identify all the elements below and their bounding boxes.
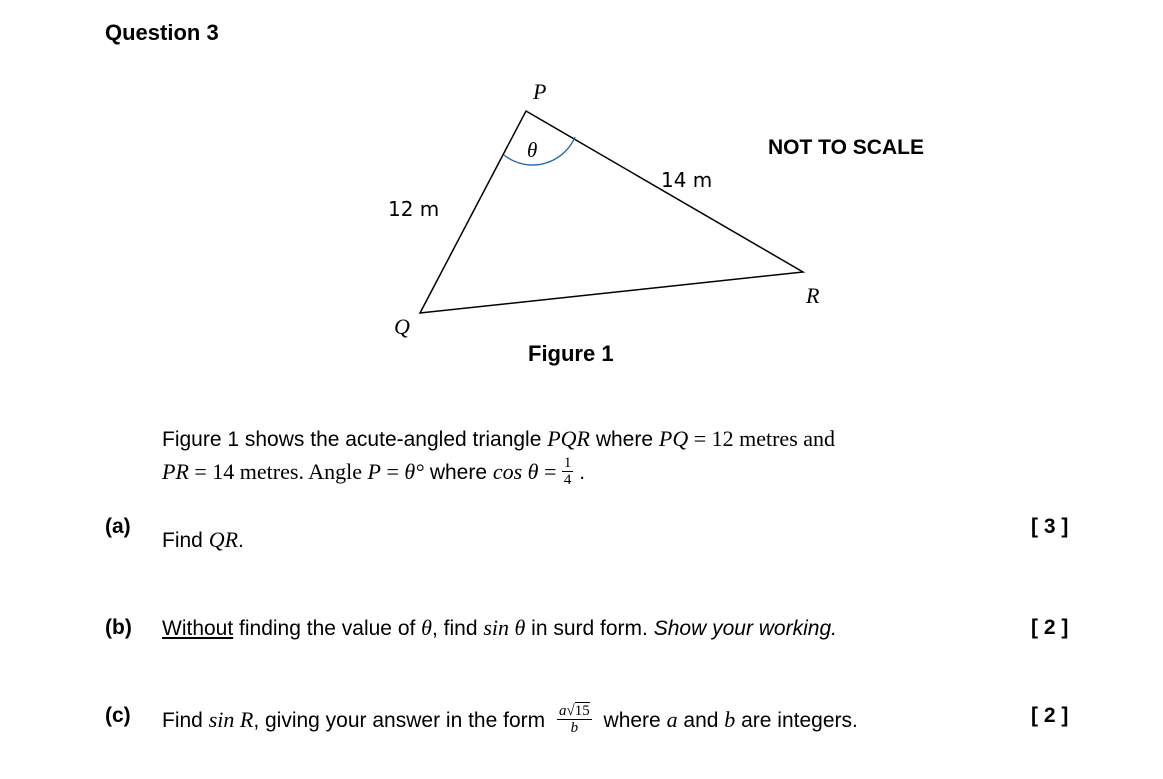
- part-c-text-4: and: [677, 709, 725, 733]
- part-b-marks: [ 2 ]: [1031, 616, 1069, 639]
- vertex-r-label: R: [806, 283, 820, 308]
- intro-line-2: [162, 457, 585, 490]
- angle-theta-label: θ: [527, 138, 538, 162]
- var-a: a: [558, 703, 567, 719]
- intro-line-1: [162, 426, 835, 452]
- fraction-numerator: a√15: [558, 703, 590, 719]
- fraction-denominator: 4: [563, 472, 572, 488]
- sqrt-15: 15: [574, 703, 590, 719]
- math-a: a: [666, 707, 678, 733]
- part-a-text: [162, 527, 244, 553]
- side-pq-label: 12 m: [388, 197, 440, 221]
- fraction-one-quarter: [562, 455, 574, 488]
- part-c-text-5: are integers.: [735, 709, 858, 733]
- math-p: P: [367, 459, 381, 485]
- math-qr: QR: [208, 527, 239, 552]
- triangle-pqr: [420, 111, 803, 313]
- part-b-text-3: in surd form.: [525, 617, 654, 640]
- intro-text: Figure 1 shows the acute-angled triangle: [162, 428, 548, 451]
- math-b: b: [724, 707, 736, 733]
- math-sin-r: sin R: [208, 707, 254, 733]
- intro-text: =: [380, 459, 405, 485]
- part-c-text-3: where: [597, 709, 667, 733]
- part-a-label: (a): [105, 515, 131, 538]
- intro-text: = 14 metres. Angle: [188, 459, 368, 485]
- part-c-text: [162, 705, 858, 738]
- math-theta: θ: [421, 615, 432, 640]
- part-c-label: (c): [105, 704, 131, 727]
- part-a-text-end: .: [238, 529, 244, 552]
- without-underlined: Without: [162, 617, 234, 640]
- intro-text: = 12 metres and: [688, 426, 836, 451]
- vertex-q-label: Q: [394, 314, 410, 339]
- math-sin-theta: sin θ: [483, 615, 526, 640]
- vertex-p-label: P: [533, 79, 547, 104]
- math-pq: PQ: [658, 426, 689, 451]
- math-cos-theta: cos θ: [492, 459, 539, 485]
- part-a-text-start: Find: [162, 529, 209, 552]
- part-c-marks: [ 2 ]: [1031, 704, 1069, 727]
- part-c-text-2: , giving your answer in the form: [253, 709, 551, 733]
- fraction-denominator: [557, 720, 592, 736]
- question-title: Question 3: [105, 20, 219, 45]
- var-b: b: [570, 720, 579, 736]
- math-theta-degrees: θ°: [404, 459, 424, 485]
- math-pqr: PQR: [547, 426, 590, 451]
- part-b-label: (b): [105, 616, 132, 639]
- intro-text: where: [590, 428, 659, 451]
- intro-text: =: [538, 459, 562, 485]
- intro-text: where: [423, 461, 493, 485]
- show-working-note: Show your working.: [653, 617, 837, 640]
- figure-caption: Figure 1: [528, 341, 614, 366]
- part-b-text-2: , find: [431, 617, 484, 640]
- part-a-marks: [ 3 ]: [1031, 515, 1069, 538]
- fraction-a-root15-over-b: [557, 703, 592, 736]
- part-b-text-1: finding the value of: [233, 617, 422, 640]
- intro-text: .: [573, 461, 586, 485]
- angle-arc: [504, 137, 575, 165]
- part-c-text-1: Find: [162, 709, 209, 733]
- not-to-scale-note: NOT TO SCALE: [768, 136, 924, 159]
- part-b-text: [162, 615, 837, 641]
- fraction-numerator: 1: [563, 455, 572, 471]
- side-pr-label: 14 m: [661, 168, 713, 192]
- math-pr: PR: [162, 459, 189, 485]
